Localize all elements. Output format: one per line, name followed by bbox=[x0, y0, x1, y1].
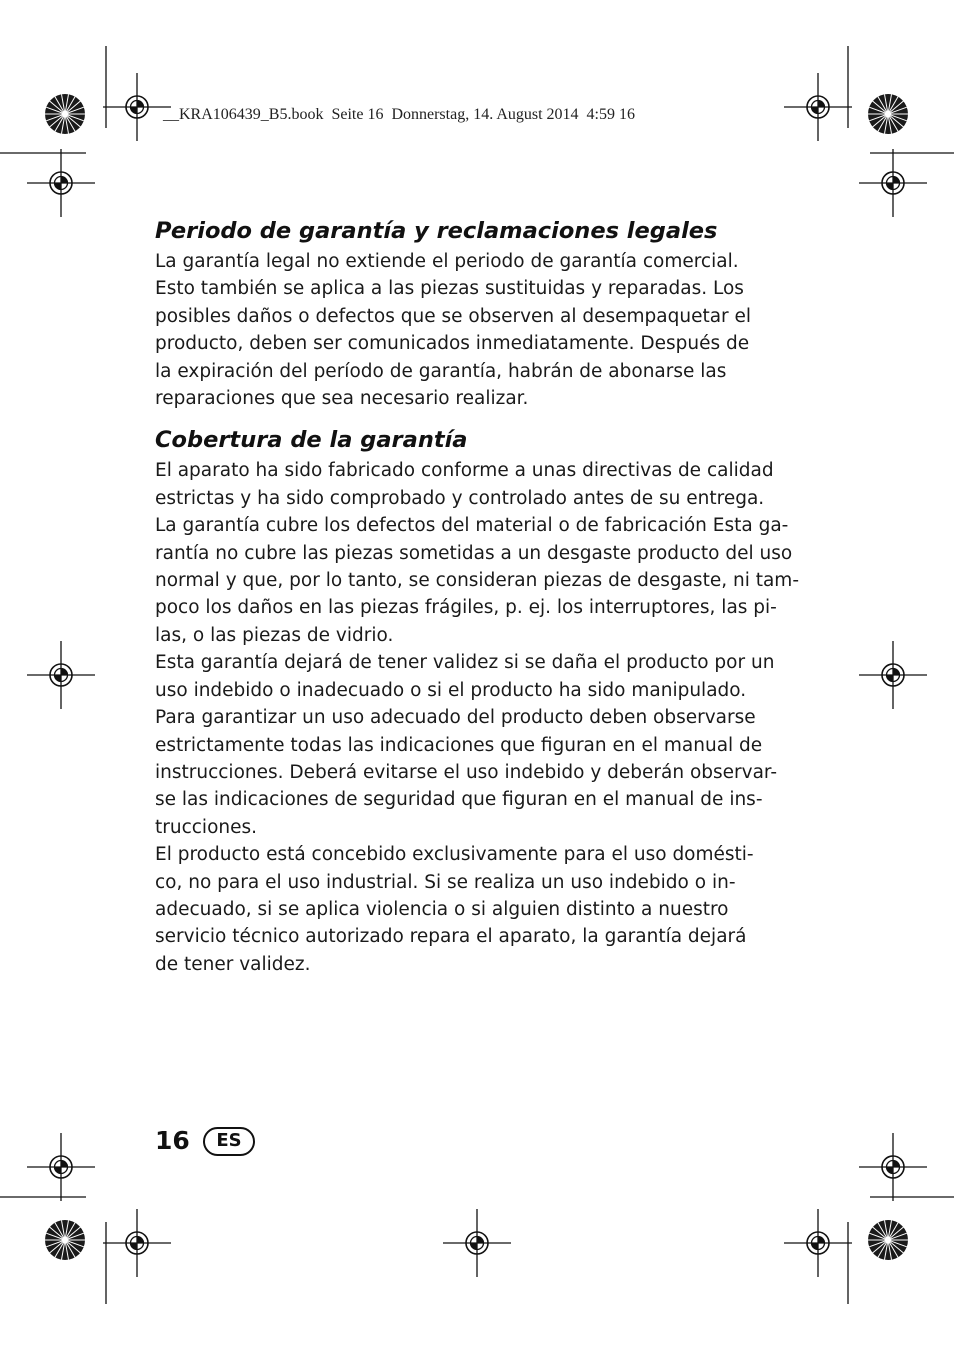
text-line: Esta garantía dejará de tener validez si se daña el producto por un bbox=[155, 652, 775, 674]
registration-mark-icon bbox=[103, 1209, 171, 1277]
section-title-coverage: Cobertura de la garantía bbox=[155, 427, 468, 454]
registration-mark-icon bbox=[103, 73, 171, 141]
text-line: estrictamente todas las indicaciones que figuran en el manual de bbox=[155, 734, 763, 756]
text-line: Para garantizar un uso adecuado del producto deben observarse bbox=[155, 707, 756, 729]
text-line: normal y que, por lo tanto, se consideran piezas de desgaste, ni tam- bbox=[155, 570, 799, 592]
starburst-target-icon bbox=[45, 1220, 85, 1260]
text-line: posibles daños o defectos que se observen al desempaquetar el bbox=[155, 305, 752, 327]
text-line: instrucciones. Deberá evitarse el uso indebido y deberán observar- bbox=[155, 761, 778, 783]
registration-mark-icon bbox=[784, 73, 852, 141]
text-line: poco los daños en las piezas frágiles, p. ej. los interruptores, las pi- bbox=[155, 597, 777, 619]
section-gap bbox=[155, 412, 783, 423]
section-title-legal-warranty: Periodo de garantía y reclamaciones legales bbox=[155, 218, 718, 244]
text-line: de tener validez. bbox=[155, 953, 311, 975]
print-slug: __KRA106439_B5.book Seite 16 Donnerstag, 14. August 2014 4:59 16 bbox=[163, 106, 635, 123]
registration-mark-icon bbox=[443, 1209, 511, 1277]
text-line: La garantía legal no extiende el periodo de garantía comercial. bbox=[155, 251, 739, 272]
registration-mark-icon bbox=[27, 1133, 95, 1201]
text-line: estrictas y ha sido comprobado y controlado antes de su entrega. bbox=[155, 487, 765, 509]
text-line: Esto también se aplica a las piezas sustituidas y reparadas. Los bbox=[155, 278, 744, 300]
paragraph-coverage bbox=[155, 457, 799, 978]
text-line: la expiración del período de garantía, habrán de abonarse las bbox=[155, 360, 727, 382]
starburst-target-icon bbox=[45, 94, 85, 134]
starburst-target-icon bbox=[868, 94, 908, 134]
text-line: uso indebido o inadecuado o si el producto ha sido manipulado. bbox=[155, 679, 747, 701]
text-line: co, no para el uso industrial. Si se realiza un uso indebido o in- bbox=[155, 871, 736, 893]
page-number: 16 bbox=[155, 1126, 190, 1155]
text-line: La garantía cubre los defectos del material o de fabricación Esta ga- bbox=[155, 515, 789, 537]
text-line: adecuado, si se aplica violencia o si alguien distinto a nuestro bbox=[155, 898, 729, 920]
text-line: El producto está concebido exclusivamente para el uso domésti- bbox=[155, 844, 754, 866]
paragraph-legal-warranty bbox=[155, 248, 783, 412]
text-line: reparaciones que sea necesario realizar. bbox=[155, 388, 529, 410]
registration-mark-icon bbox=[27, 149, 95, 217]
text-line: producto, deben ser comunicados inmediatamente. Después de bbox=[155, 333, 750, 355]
text-line: se las indicaciones de seguridad que figuran en el manual de ins- bbox=[155, 789, 763, 811]
registration-mark-icon bbox=[859, 1133, 927, 1201]
registration-mark-icon bbox=[859, 641, 927, 709]
text-line: las, o las piezas de vidrio. bbox=[155, 624, 394, 646]
starburst-target-icon bbox=[868, 1220, 908, 1260]
document-body bbox=[155, 214, 799, 978]
text-line: rantía no cubre las piezas sometidas a un desgaste producto del uso bbox=[155, 542, 793, 564]
registration-mark-icon bbox=[859, 149, 927, 217]
text-line: servicio técnico autorizado repara el aparato, la garantía dejará bbox=[155, 926, 747, 948]
text-line: trucciones. bbox=[155, 816, 258, 838]
registration-mark-icon bbox=[784, 1209, 852, 1277]
language-badge: ES bbox=[203, 1127, 255, 1156]
text-line: El aparato ha sido fabricado conforme a unas directivas de calidad bbox=[155, 460, 774, 482]
registration-mark-icon bbox=[27, 641, 95, 709]
